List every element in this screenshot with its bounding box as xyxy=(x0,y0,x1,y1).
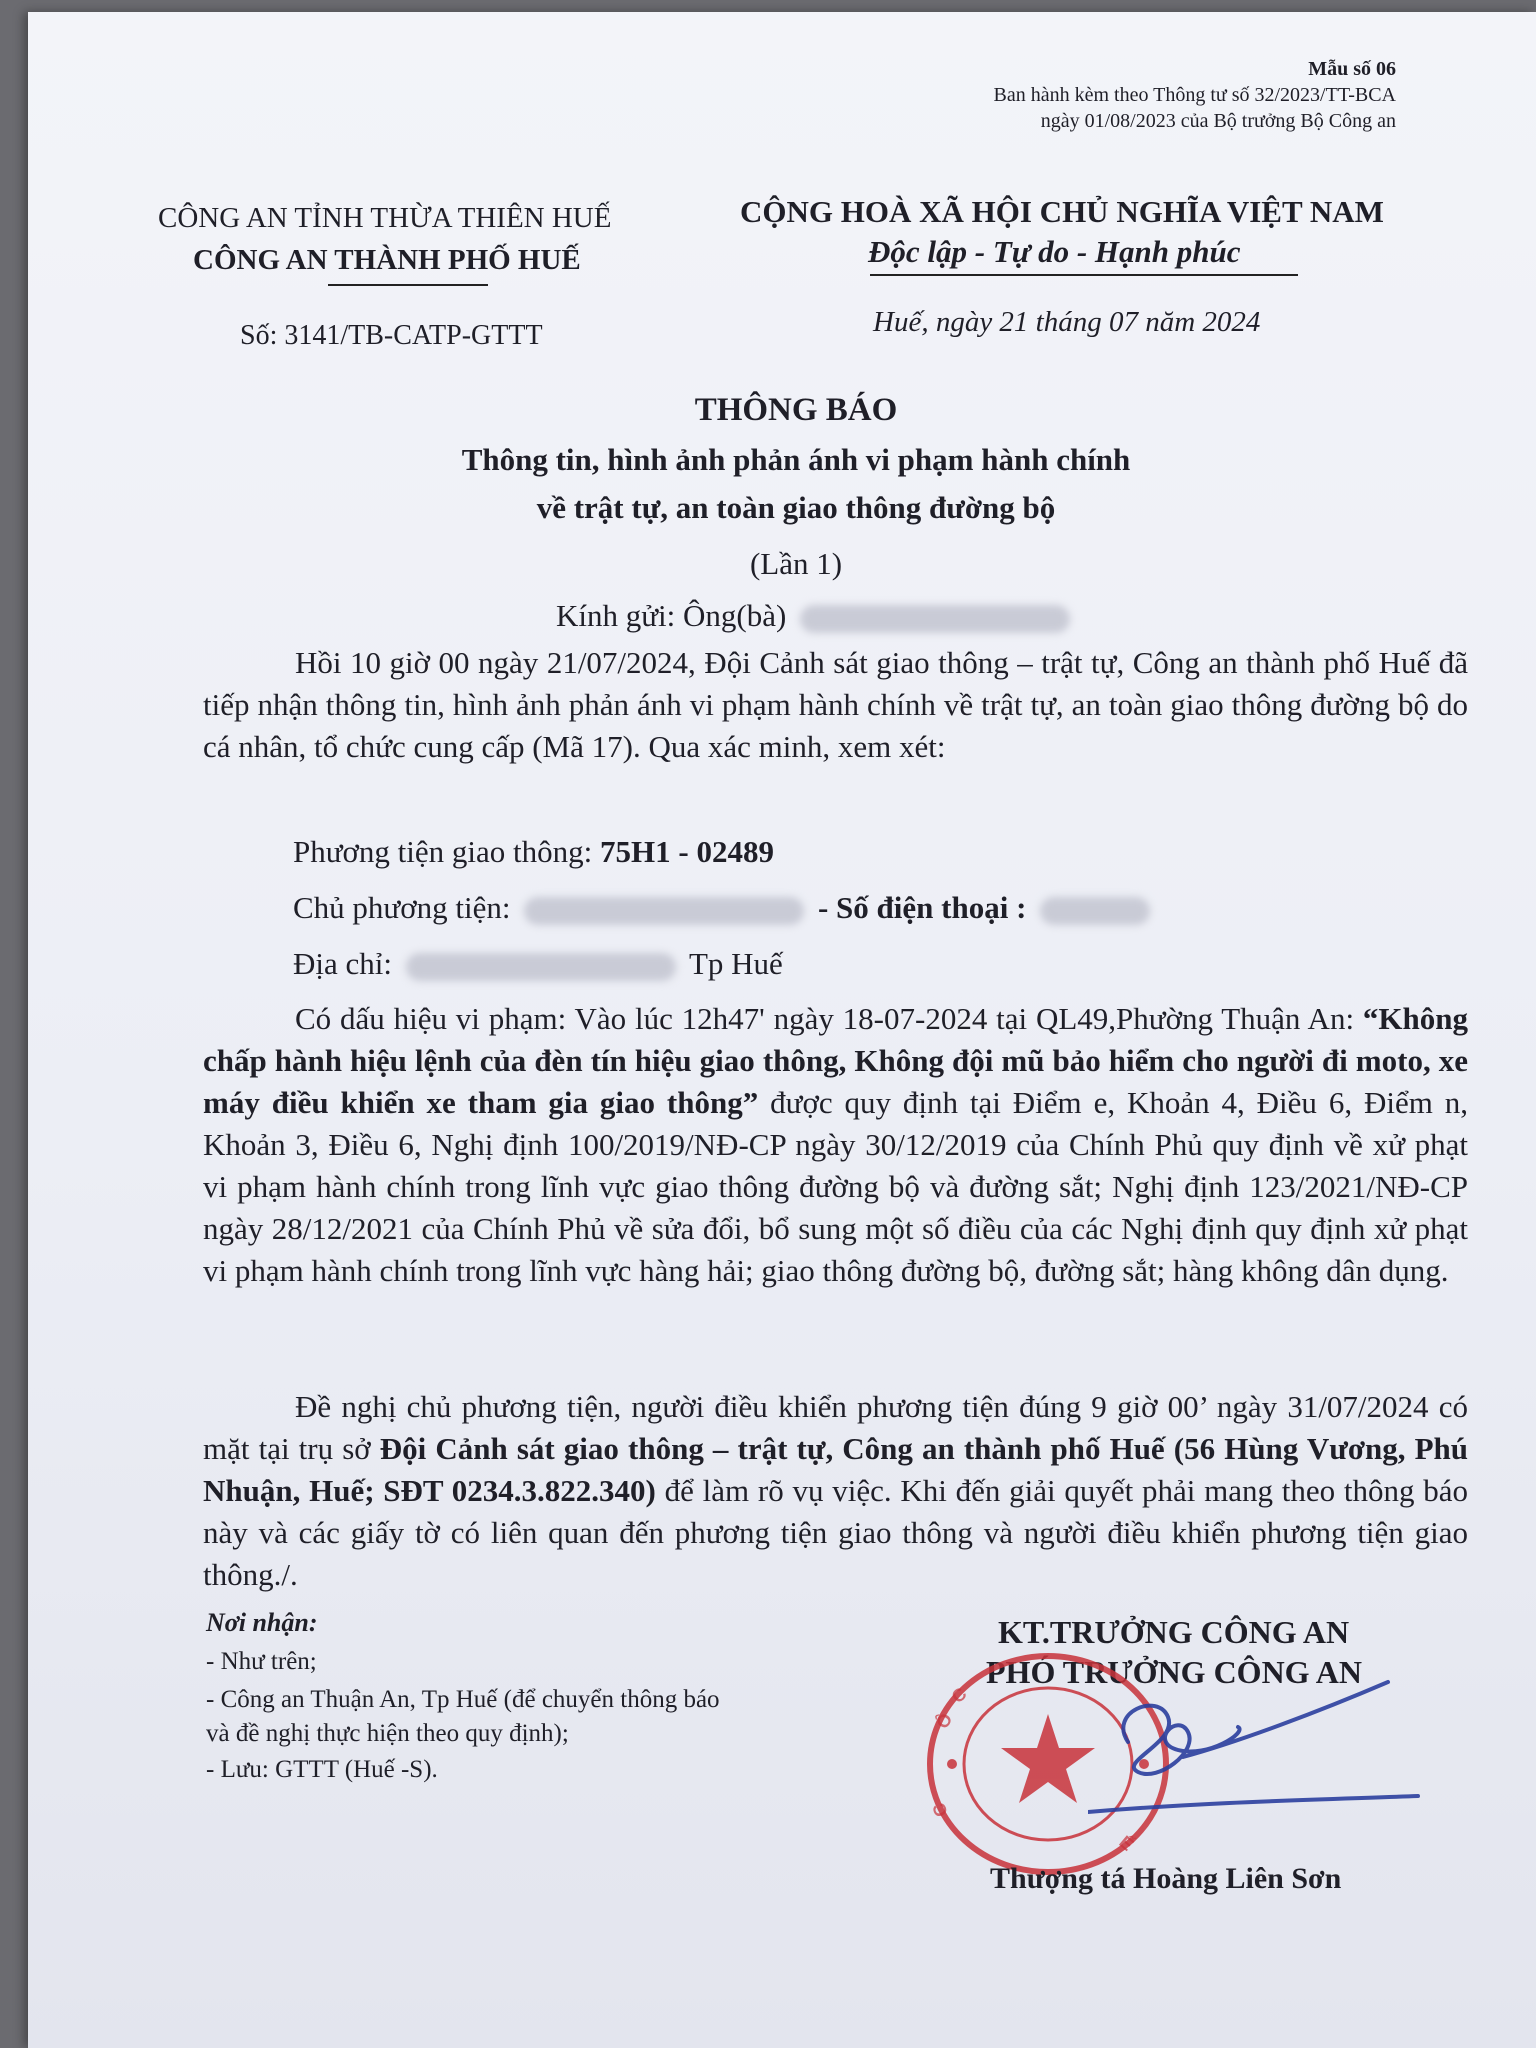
form-issued-date: ngày 01/08/2023 của Bộ trưởng Bộ Công an xyxy=(1040,110,1396,132)
svg-text:Ế: Ế xyxy=(1115,1831,1138,1855)
svg-text:C: C xyxy=(947,1683,971,1708)
org-underline xyxy=(328,284,488,286)
form-issued-with: Ban hành kèm theo Thông tư số 32/2023/TT-BCA xyxy=(993,84,1396,106)
violation-paragraph xyxy=(203,998,1468,1292)
svg-text:Ô: Ô xyxy=(932,1709,957,1732)
org-parent: CÔNG AN TỈNH THỪA THIÊN HUẾ xyxy=(158,202,612,234)
handwritten-signature xyxy=(1088,1672,1428,1822)
recipients-heading: Nơi nhận: xyxy=(206,1608,318,1637)
recipient-item: - Công an Thuận An, Tp Huế (để chuyển thông báo xyxy=(206,1686,720,1713)
vehicle-plate: 75H1 - 02489 xyxy=(600,834,774,869)
vehicle-label: Phương tiện giao thông: xyxy=(293,834,601,869)
address-city: Tp Huế xyxy=(688,946,783,981)
recipient-item: - Như trên; xyxy=(206,1648,317,1675)
svg-text:C: C xyxy=(928,1800,952,1820)
doc-title: THÔNG BÁO xyxy=(694,392,898,428)
recipient-item: và đề nghị thực hiện theo quy định); xyxy=(206,1720,569,1747)
violation-intro: Có dấu hiệu vi phạm: Vào lúc 12h47' ngày 18-07-2024 tại QL49,Phường Thuận An: xyxy=(295,1001,1363,1036)
violation-legal: được quy định tại Điểm e, Khoản 4, Điều 6, Điểm n, Khoản 3, Điều 6, Nghị định 100/2019/NĐ-CP ngày 30/12/2019 của Chính Phủ quy định về xử phạt vi phạm hành chính trong lĩnh vực giao thông đường bộ và đường sắt; Nghị định 123/2021/NĐ-CP ngày 28/12/2021 của Chính Phủ về sửa đổi, bổ sung một số điều của các Nghị định quy định xử phạt vi phạm hành chính trong lĩnh vực hàng hải; giao thông đường bộ, đường sắt; hàng không dân dụng. xyxy=(203,1085,1468,1288)
redacted-phone xyxy=(1040,897,1150,925)
owner-field xyxy=(293,890,1156,926)
signer-name: Thượng tá Hoàng Liên Sơn xyxy=(990,1862,1342,1895)
document-page xyxy=(28,12,1536,2048)
signature-title-2: PHÓ TRƯỞNG CÔNG AN xyxy=(986,1654,1363,1690)
recipient-item: - Lưu: GTTT (Huế -S). xyxy=(206,1756,438,1783)
attempt-number: (Lần 1) xyxy=(749,546,843,581)
doc-subtitle-2: về trật tự, an toàn giao thông đường bộ xyxy=(536,490,1056,525)
form-note xyxy=(994,56,1397,134)
signature-title-1: KT.TRƯỞNG CÔNG AN xyxy=(998,1614,1350,1650)
owner-label: Chủ phương tiện: xyxy=(293,890,519,925)
redacted-owner xyxy=(524,897,804,925)
recipient-line xyxy=(556,598,1076,634)
request-part2: để làm rõ vụ việc. Khi đến giải quyết phải mang theo thông báo này và các giấy tờ có liên quan đến phương tiện giao thông và người điều khiển phương tiện giao thông./. xyxy=(203,1473,1468,1592)
intro-paragraph: Hồi 10 giờ 00 ngày 21/07/2024, Đội Cảnh sát giao thông – trật tự, Công an thành phố Huế đã tiếp nhận thông tin, hình ảnh phản ánh vi phạm hành chính về trật tự, an toàn giao thông đường bộ do cá nhân, tổ chức cung cấp (Mã 17). Qua xác minh, xem xét: xyxy=(203,645,1468,764)
place-date: Huế, ngày 21 tháng 07 năm 2024 xyxy=(873,306,1261,338)
document-number: Số: 3141/TB-CATP-GTTT xyxy=(240,320,543,351)
redacted-address xyxy=(406,953,676,981)
address-field xyxy=(293,946,783,982)
request-part1: Đề nghị chủ phương tiện, người điều khiển phương tiện đúng 9 giờ 00’ ngày 31/07/2024 có mặt tại trụ sở xyxy=(203,1389,1468,1466)
request-office: Đội Cảnh sát giao thông – trật tự, Công an thành phố Huế (56 Hùng Vương, Phú Nhuận, Huế; SĐT 0234.3.822.340) xyxy=(203,1431,1469,1508)
form-number: Mẫu số 06 xyxy=(1308,58,1396,80)
motto-underline xyxy=(870,274,1298,276)
redacted-name xyxy=(800,605,1070,633)
motto: Độc lập - Tự do - Hạnh phúc xyxy=(868,234,1241,269)
doc-subtitle-1: Thông tin, hình ảnh phản ánh vi phạm hành chính xyxy=(461,442,1131,477)
request-paragraph xyxy=(203,1386,1468,1596)
recipient-label: Kính gửi: Ông(bà) xyxy=(556,598,787,633)
violation-offense: “Không chấp hành hiệu lệnh của đèn tín hiệu giao thông, Không đội mũ bảo hiểm cho người đi moto, xe máy điều khiển xe tham gia giao thông” xyxy=(203,1001,1468,1120)
nation-name: CỘNG HOÀ XÃ HỘI CHỦ NGHĨA VIỆT NAM xyxy=(740,194,1384,229)
phone-label: - Số điện thoại : xyxy=(817,890,1035,925)
vehicle-field xyxy=(293,834,774,870)
org-unit: CÔNG AN THÀNH PHỐ HUẾ xyxy=(193,244,581,276)
address-label: Địa chỉ: xyxy=(293,946,400,981)
